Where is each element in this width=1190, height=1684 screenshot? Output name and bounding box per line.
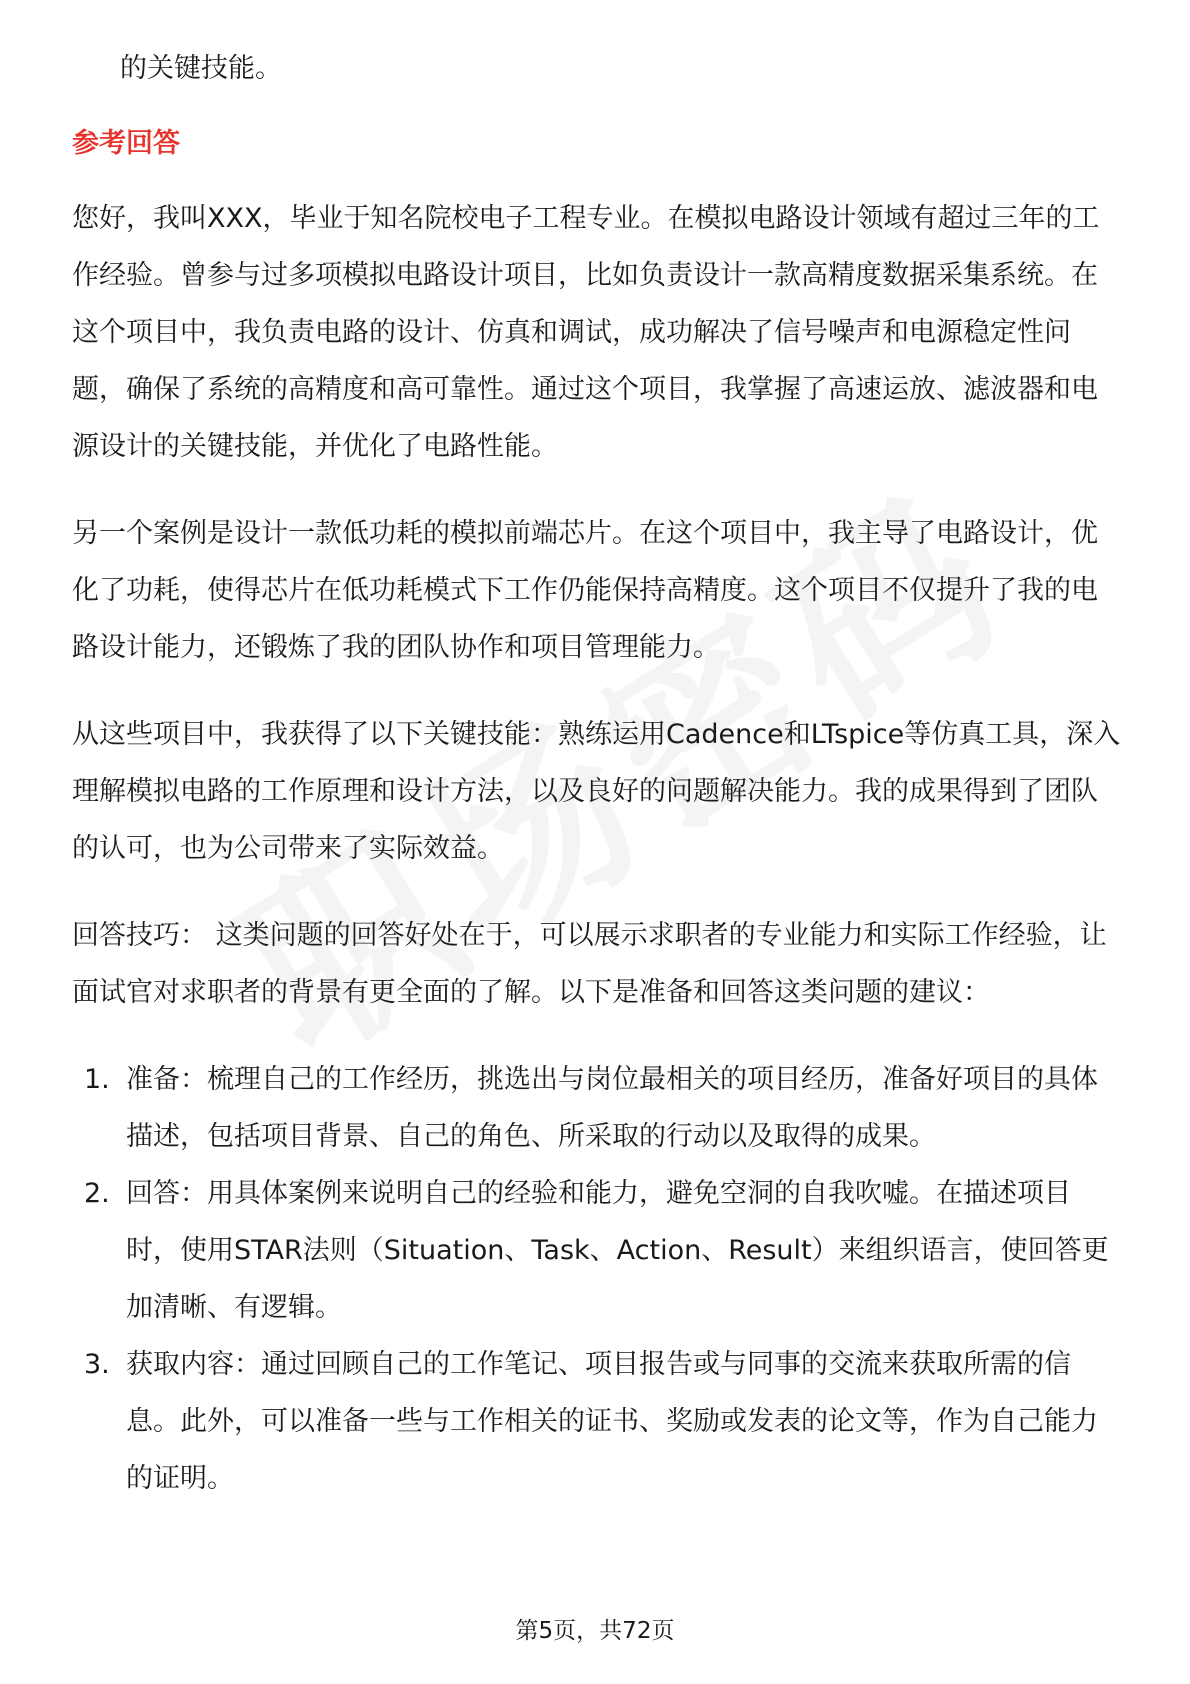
list-item-text: 准备：梳理自己的工作经历，挑选出与岗位最相关的项目经历，准备好项目的具体描述，包括项目背景、自己的角色、所采取的行动以及取得的成果。 (126, 1064, 1098, 1152)
page-content (72, 40, 1122, 1507)
list-item (72, 1165, 1122, 1336)
paragraph-case: 另一个案例是设计一款低功耗的模拟前端芯片。在这个项目中，我主导了电路设计，优化了功耗，使得芯片在低功耗模式下工作仍能保持高精度。这个项目不仅提升了我的电路设计能力，还锻炼了我的团队协作和项目管理能力。 (72, 518, 1098, 663)
page-footer: 第5页，共72页 (515, 1618, 675, 1644)
continued-text: 的关键技能。 (120, 53, 282, 84)
list-item (72, 1051, 1122, 1165)
list-number: 3. (84, 1349, 110, 1380)
list-item-text: 回答：用具体案例来说明自己的经验和能力，避免空洞的自我吹嘘。在描述项目时，使用STAR法则（Situation、Task、Action、Result）来组织语言，使回答更加清晰、有逻辑。 (126, 1178, 1109, 1323)
list-item-text: 获取内容：通过回顾自己的工作笔记、项目报告或与同事的交流来获取所需的信息。此外，可以准备一些与工作相关的证书、奖励或发表的论文等，作为自己能力的证明。 (126, 1349, 1098, 1494)
list-item (72, 1336, 1122, 1507)
section-heading: 参考回答 (72, 128, 180, 159)
list-number: 1. (84, 1064, 110, 1095)
paragraph-intro: 您好，我叫XXX，毕业于知名院校电子工程专业。在模拟电路设计领域有超过三年的工作经验。曾参与过多项模拟电路设计项目，比如负责设计一款高精度数据采集系统。在这个项目中，我负责电路的设计、仿真和调试，成功解决了信号噪声和电源稳定性问题，确保了系统的高精度和高可靠性。通过这个项目，我掌握了高速运放、滤波器和电源设计的关键技能，并优化了电路性能。 (72, 203, 1100, 462)
paragraph-tips-intro: 回答技巧： 这类问题的回答好处在于，可以展示求职者的专业能力和实际工作经验，让面试官对求职者的背景有更全面的了解。以下是准备和回答这类问题的建议： (72, 920, 1107, 1008)
paragraph-skills: 从这些项目中，我获得了以下关键技能：熟练运用Cadence和LTspice等仿真工具，深入理解模拟电路的工作原理和设计方法，以及良好的问题解决能力。我的成果得到了团队的认可，也为公司带来了实际效益。 (72, 719, 1121, 864)
tips-list (72, 1051, 1122, 1507)
list-number: 2. (84, 1178, 110, 1209)
